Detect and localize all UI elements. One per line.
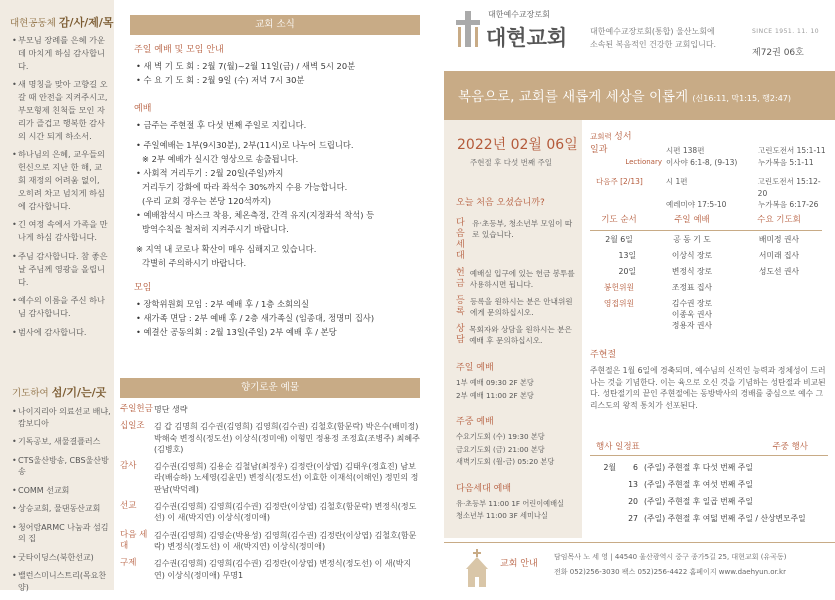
thanks-item: • 범사에 감사합니다. xyxy=(12,326,110,339)
schedule-month: 2월 xyxy=(603,463,616,472)
news-line: • 장학위원회 모임 : 2부 예배 후 / 1층 소회의실 xyxy=(136,299,310,309)
offering-kind: 구제 xyxy=(120,558,137,569)
thanks-list xyxy=(0,34,114,339)
weekly-row: 새벽기도회 (월-금) 05:20 본당 xyxy=(456,457,555,466)
church-description xyxy=(590,25,716,51)
duty-header-cell: 주일 예배 xyxy=(674,215,710,225)
schedule-day: 13 xyxy=(628,480,638,489)
weekly-row: 수요기도회 (수) 19:30 본당 xyxy=(456,432,545,441)
lectionary-reading: 시 1편 xyxy=(665,177,688,186)
left-column xyxy=(0,0,114,590)
nextgen-row: 유·초등부 11:00 1F 어린이예배실 xyxy=(456,498,564,508)
thanks-item: • 예수의 이름을 주신 하나님 감사합니다. xyxy=(12,294,110,320)
duty-cell: 13일 xyxy=(618,251,636,260)
news-line: ※ 지역 내 코로나 확산이 매우 심해지고 있습니다. xyxy=(136,244,317,254)
news-line: • 사회적 거리두기 : 2월 20일(주일)까지 xyxy=(136,168,284,178)
prayer-item: • 나이지리아 의료선교 배냐, 캄보디아 xyxy=(12,406,112,429)
welcome-key: 등록 xyxy=(456,296,465,317)
lectionary-season: 성서일과 xyxy=(590,132,632,155)
offering-row xyxy=(120,421,420,455)
duty-header-cell: 기도 순서 xyxy=(601,215,637,225)
offering-list xyxy=(120,404,420,587)
duty-header xyxy=(590,213,822,231)
offering-names: 김수권(김영희) 김영순(박용성) 김영희(김수권) 김정란(이상엽) 김철호(함문락) 변정식(정도선) 이 새(박지연) 이상식(정미애) xyxy=(154,530,417,551)
welcome-row xyxy=(456,218,576,262)
offering-row xyxy=(120,558,420,581)
news-line: 방역수칙을 철저히 지켜주시기 바랍니다. xyxy=(142,224,289,234)
schedule-row xyxy=(590,479,828,491)
lectionary-row xyxy=(590,199,830,211)
schedule-event: (주일) 주현절 후 여섯 번째 주일 xyxy=(644,480,753,489)
theme-text: 복음으로, 교회를 새롭게 세상을 이롭게 xyxy=(458,89,689,105)
welcome-row xyxy=(456,296,576,318)
lectionary-reading: 고린도전서 15:1-11 xyxy=(758,146,826,155)
desc-line: 소속된 복음적인 건강한 교회입니다. xyxy=(590,40,717,49)
prayer-title-small: 기도하여 xyxy=(12,388,49,399)
welcome-title: 오늘 처음 오셨습니까? xyxy=(456,198,545,208)
news-line: ※ 2부 예배가 실시간 영상으로 송출됩니다. xyxy=(142,154,299,164)
lectionary-reading: 누가복음 6:17-26 xyxy=(758,200,819,209)
duty-cell: 서미래 집사 xyxy=(758,251,800,260)
lectionary-reading: 고린도전서 15:12-20 xyxy=(757,177,821,198)
lectionary-nextweek: 다음주 [2/13] xyxy=(596,177,643,186)
prayer-item: • COMM 선교회 xyxy=(12,485,112,497)
prayer-title-big: 섬/기/는/곳 xyxy=(51,386,107,399)
offering-kind: 주일헌금 xyxy=(120,404,153,414)
bulletin-date: 2022년 02월 06일 xyxy=(457,137,578,153)
thanks-item: • 주님 감사합니다. 참 좋은 날 주님께 영광을 올립니다. xyxy=(12,250,110,288)
offering-names: 김수권(김영희) 김용순 김철남(최정우) 김정란(이상엽) 김태우(정효진) 남보라(배승하) 노세영(김윤민) 변정식(정도선) 이효한 이재석(이해인) 정민의 정판남(박덕례) xyxy=(154,462,419,494)
news-line: • 주일예배는 1부(9시30분), 2부(11시)로 나누어 드립니다. xyxy=(136,140,354,150)
offering-banner: 향기로운 예물 xyxy=(120,378,420,398)
thanks-title-big: 감/사/제/목 xyxy=(58,16,114,29)
thanks-item: • 하나님의 은혜, 교우들의 헌신으로 지난 한 해, 교회 재정의 어려움 없이, 오히려 차고 넘치게 하심에 감사합니다. xyxy=(12,148,110,212)
lectionary-cell xyxy=(590,145,638,157)
prayer-list xyxy=(12,406,112,600)
prayer-item: • 기독공보, 새물결플러스 xyxy=(12,436,112,448)
news-line: • 금주는 주현절 후 다섯 번째 주일로 지킵니다. xyxy=(136,120,307,130)
welcome-section xyxy=(456,195,576,352)
duty-row xyxy=(590,266,822,278)
welcome-value: 유·초등부, 청소년부 모임이 따로 있습니다. xyxy=(472,219,573,239)
lectionary xyxy=(590,131,830,211)
news-line: • 예결산 공동의회 : 2월 13일(주일) 2부 예배 후 / 본당 xyxy=(136,327,337,337)
lectionary-reading: 시편 138편 xyxy=(666,146,705,155)
lectionary-row xyxy=(590,145,830,157)
church-name: 대현교회 xyxy=(486,26,568,50)
schedule-month xyxy=(590,479,616,491)
schedule-day: 6 xyxy=(633,463,638,472)
lectionary-label-ko: 교회력 xyxy=(590,132,612,141)
lectionary-reading: 예레미야 17:5-10 xyxy=(666,200,727,209)
nextgen-row: 청소년부 11:00 3F 세미나실 xyxy=(456,511,548,520)
prayer-heading xyxy=(0,384,114,400)
nextgen-title: 다음세대 예배 xyxy=(456,483,512,494)
schedule-event: (주일) 주현절 후 여덟 번째 주일 / 산상변모주일 xyxy=(644,514,806,523)
news-line: 거리두기 강화에 따라 좌석수 30%까지 수용 가능합니다. xyxy=(142,182,348,192)
church-footer xyxy=(444,542,835,590)
schedule-event: (주일) 주현절 후 일곱 번째 주일 xyxy=(644,497,753,506)
duty-cell: 20일 xyxy=(618,267,636,276)
footer-address: 담임목사 노 세 영 | 44540 울산광역시 중구 종가5길 25, 대현교회 (유곡동) xyxy=(554,553,787,561)
duty-table xyxy=(590,213,822,335)
schedule-event: (주일) 주현절 후 다섯 번째 주일 xyxy=(644,463,753,472)
duty-cell: 변정식 장로 xyxy=(671,267,713,276)
welcome-key: 다음 세대 xyxy=(456,218,465,261)
service-times xyxy=(456,360,580,523)
welcome-row xyxy=(456,268,576,290)
schedule-month xyxy=(590,513,616,525)
weekly-title: 주중 예배 xyxy=(456,417,494,427)
welcome-list xyxy=(456,218,576,346)
welcome-key: 헌금 xyxy=(456,268,465,289)
offering-kind: 십일조 xyxy=(120,421,145,432)
lectionary-label-en: Lectionary xyxy=(625,157,662,166)
prayer-item: • 상승교회, 물댄동산교회 xyxy=(12,503,112,515)
news-line: • 수 요 기 도 회 : 2월 9일 (수) 저녁 7시 30분 xyxy=(136,75,305,85)
duty-cell: 공 동 기 도 xyxy=(673,235,711,244)
offering-row xyxy=(120,530,420,553)
church-building-icon xyxy=(462,549,492,587)
issue-number: 제72권 06호 xyxy=(752,48,804,58)
sunday-row: 1부 예배 09:30 2F 본당 xyxy=(456,378,534,387)
offering-row xyxy=(120,461,420,495)
offering-row xyxy=(120,404,420,415)
duty-cell: 봉헌위원 xyxy=(603,283,635,292)
weekly-row: 금요기도회 (금) 21:00 본당 xyxy=(456,444,545,454)
duty-row xyxy=(590,250,822,262)
prayer-item: • 밸런스미니스트리(목요찬양) xyxy=(12,570,112,593)
lectionary-cell xyxy=(590,199,666,211)
duty-row xyxy=(590,298,822,331)
bulletin-date-sub: 주현절 후 다섯 번째 주일 xyxy=(470,158,552,167)
footer-title: 교회 안내 xyxy=(500,559,538,569)
prayer-item: • 굿타이딩스(북한선교) xyxy=(12,552,112,564)
desc-line: 대한예수교장로회(통합) 울산노회에 xyxy=(590,27,715,36)
offering-names: 김 갑 김명희 김수권(김영희) 김영희(김수권) 김철호(함문락) 박은수(배미정) 박해숙 변정식(정도선) 이상식(정미애) 이형민 정용정 조정효(조병주) 최혜주(김병호) xyxy=(154,422,420,454)
schedule-header-right: 주중 행사 xyxy=(772,442,808,452)
schedule-day: 20 xyxy=(628,497,638,506)
duty-cell: 영접위원 xyxy=(603,299,635,308)
thanks-heading xyxy=(0,0,114,34)
news-meeting2-heading: 모임 xyxy=(134,283,152,293)
theme-ref: (신16:11, 막1:15, 행2:47) xyxy=(692,94,792,103)
offering-kind: 선교 xyxy=(120,501,137,512)
welcome-value: 등록을 원하시는 분은 안내위원에게 문의하십시오. xyxy=(470,297,573,317)
prayer-item: • 청어람ARMC 나눔과 섬김의 집 xyxy=(12,522,112,545)
welcome-key: 상담 xyxy=(456,324,465,345)
sunday-row: 2부 예배 11:00 2F 본당 xyxy=(456,390,534,400)
welcome-value: 예배실 입구에 있는 헌금 봉투를 사용하시면 됩니다. xyxy=(469,269,575,289)
since-label: SINCE 1951. 11. 10 xyxy=(752,28,820,35)
duty-cell: 배미정 권사 xyxy=(758,235,800,244)
offering-names: 김수권(김영희) 김영희(김수권) 김정란(이상엽) 변정식(정도선) 이 새(박지연) 이상식(정미애) 무명1 xyxy=(154,559,412,580)
duty-cell: 이상식 장로 xyxy=(671,251,713,260)
epiphany-text: 주현절은 1월 6일에 경축되며, 예수님의 신적인 능력과 정체성이 드러나는 것을 기념한다. 이는 육으로 오신 것을 기념하는 성탄절과 비교된다. 성탄절기의 끝인 주현절에는 동방박사의 경배를 중심으로 예수 그리스도의 왕적 통치가 선포된다. xyxy=(590,366,826,410)
news-banner: 교회 소식 xyxy=(130,15,420,35)
epiphany-title: 주현절 xyxy=(590,350,617,360)
thanks-item: • 부모님 장례를 은혜 가운데 마치게 하심 감사합니다. xyxy=(12,34,110,72)
news-line: 각별히 주의하시기 바랍니다. xyxy=(142,258,247,268)
schedule-row xyxy=(590,462,828,474)
sunday-title: 주일 예배 xyxy=(456,363,494,373)
offering-kind: 다음 세대 xyxy=(120,529,148,551)
schedule-row xyxy=(590,496,828,508)
denomination-label: 대한예수교장로회 xyxy=(488,10,550,19)
duty-cell: 2월 6일 xyxy=(605,235,633,244)
thanks-title-small: 대현공동체 xyxy=(10,18,56,29)
offering-row xyxy=(120,501,420,524)
duty-row xyxy=(590,282,822,294)
theme-banner xyxy=(444,71,835,120)
footer-contact: 전화 052)256-3030 팩스 052)256-4422 홈페이지 www.daehyun.or.kr xyxy=(554,568,786,576)
schedule-day: 27 xyxy=(628,514,638,523)
thanks-item: • 긴 여정 속에서 가족을 만나게 하심 감사합니다. xyxy=(12,218,110,244)
welcome-row xyxy=(456,324,576,346)
welcome-value: 목회자와 상담을 원하시는 분은 예배 후 문의하십시오. xyxy=(469,325,572,345)
news-line: (우리 교회 경우는 본당 120석까지) xyxy=(142,196,272,206)
news-section xyxy=(114,42,432,339)
duty-header-cell: 수요 기도회 xyxy=(757,215,801,225)
news-line: • 새가족 면담 : 2부 예배 후 / 2층 새가족실 (임종대, 정명미 집사) xyxy=(136,313,375,323)
duty-cell: 성도선 권사 xyxy=(758,267,800,276)
lectionary-reading: 누가복음 5:1-11 xyxy=(758,157,814,167)
news-line: • 새 벽 기 도 회 : 2월 7(월)~2월 11일(금) / 새벽 5시 20분 xyxy=(136,61,356,71)
lectionary-reading: 이사야 6:1-8, (9-13) xyxy=(666,157,738,167)
offering-names: 김수권(김영희) 김영희(김수권) 김정란(이상엽) 김철호(함문락) 변정식(정도선) 이 새(박지연) 이상식(정미애) xyxy=(154,502,417,523)
offering-names: 명단 생략 xyxy=(154,405,188,414)
schedule-header-left: 행사 일정표 xyxy=(596,442,640,452)
news-meeting-heading: 주일 예배 및 모임 안내 xyxy=(134,45,224,55)
church-cross-icon xyxy=(454,11,482,47)
offering-kind: 감사 xyxy=(120,461,137,472)
duty-row xyxy=(590,234,822,246)
news-line: • 예배참석시 마스크 착용, 체온측정, 간격 유지(지정좌석 착석) 등 xyxy=(136,210,375,220)
news-worship-heading: 예배 xyxy=(134,104,152,114)
schedule-header xyxy=(590,440,828,456)
lectionary-row xyxy=(590,157,830,169)
lectionary-row xyxy=(590,176,830,199)
duty-cell: 조정표 집사 xyxy=(671,283,713,292)
prayer-item: • CTS울산방송, CBS울산방송 xyxy=(12,455,112,478)
schedule-row xyxy=(590,513,828,525)
event-schedule xyxy=(590,440,828,530)
thanks-item: • 새 명칭을 맞아 고향길 오갈 때 안전을 지켜주시고, 부모형제 친척들 모인 자리가 즐겁고 행복한 감사의 시간 되게 하소서. xyxy=(12,78,110,142)
schedule-month xyxy=(590,496,616,508)
duty-cell: 김수권 장로 이종욱 권사 정용자 권사 xyxy=(671,299,713,330)
